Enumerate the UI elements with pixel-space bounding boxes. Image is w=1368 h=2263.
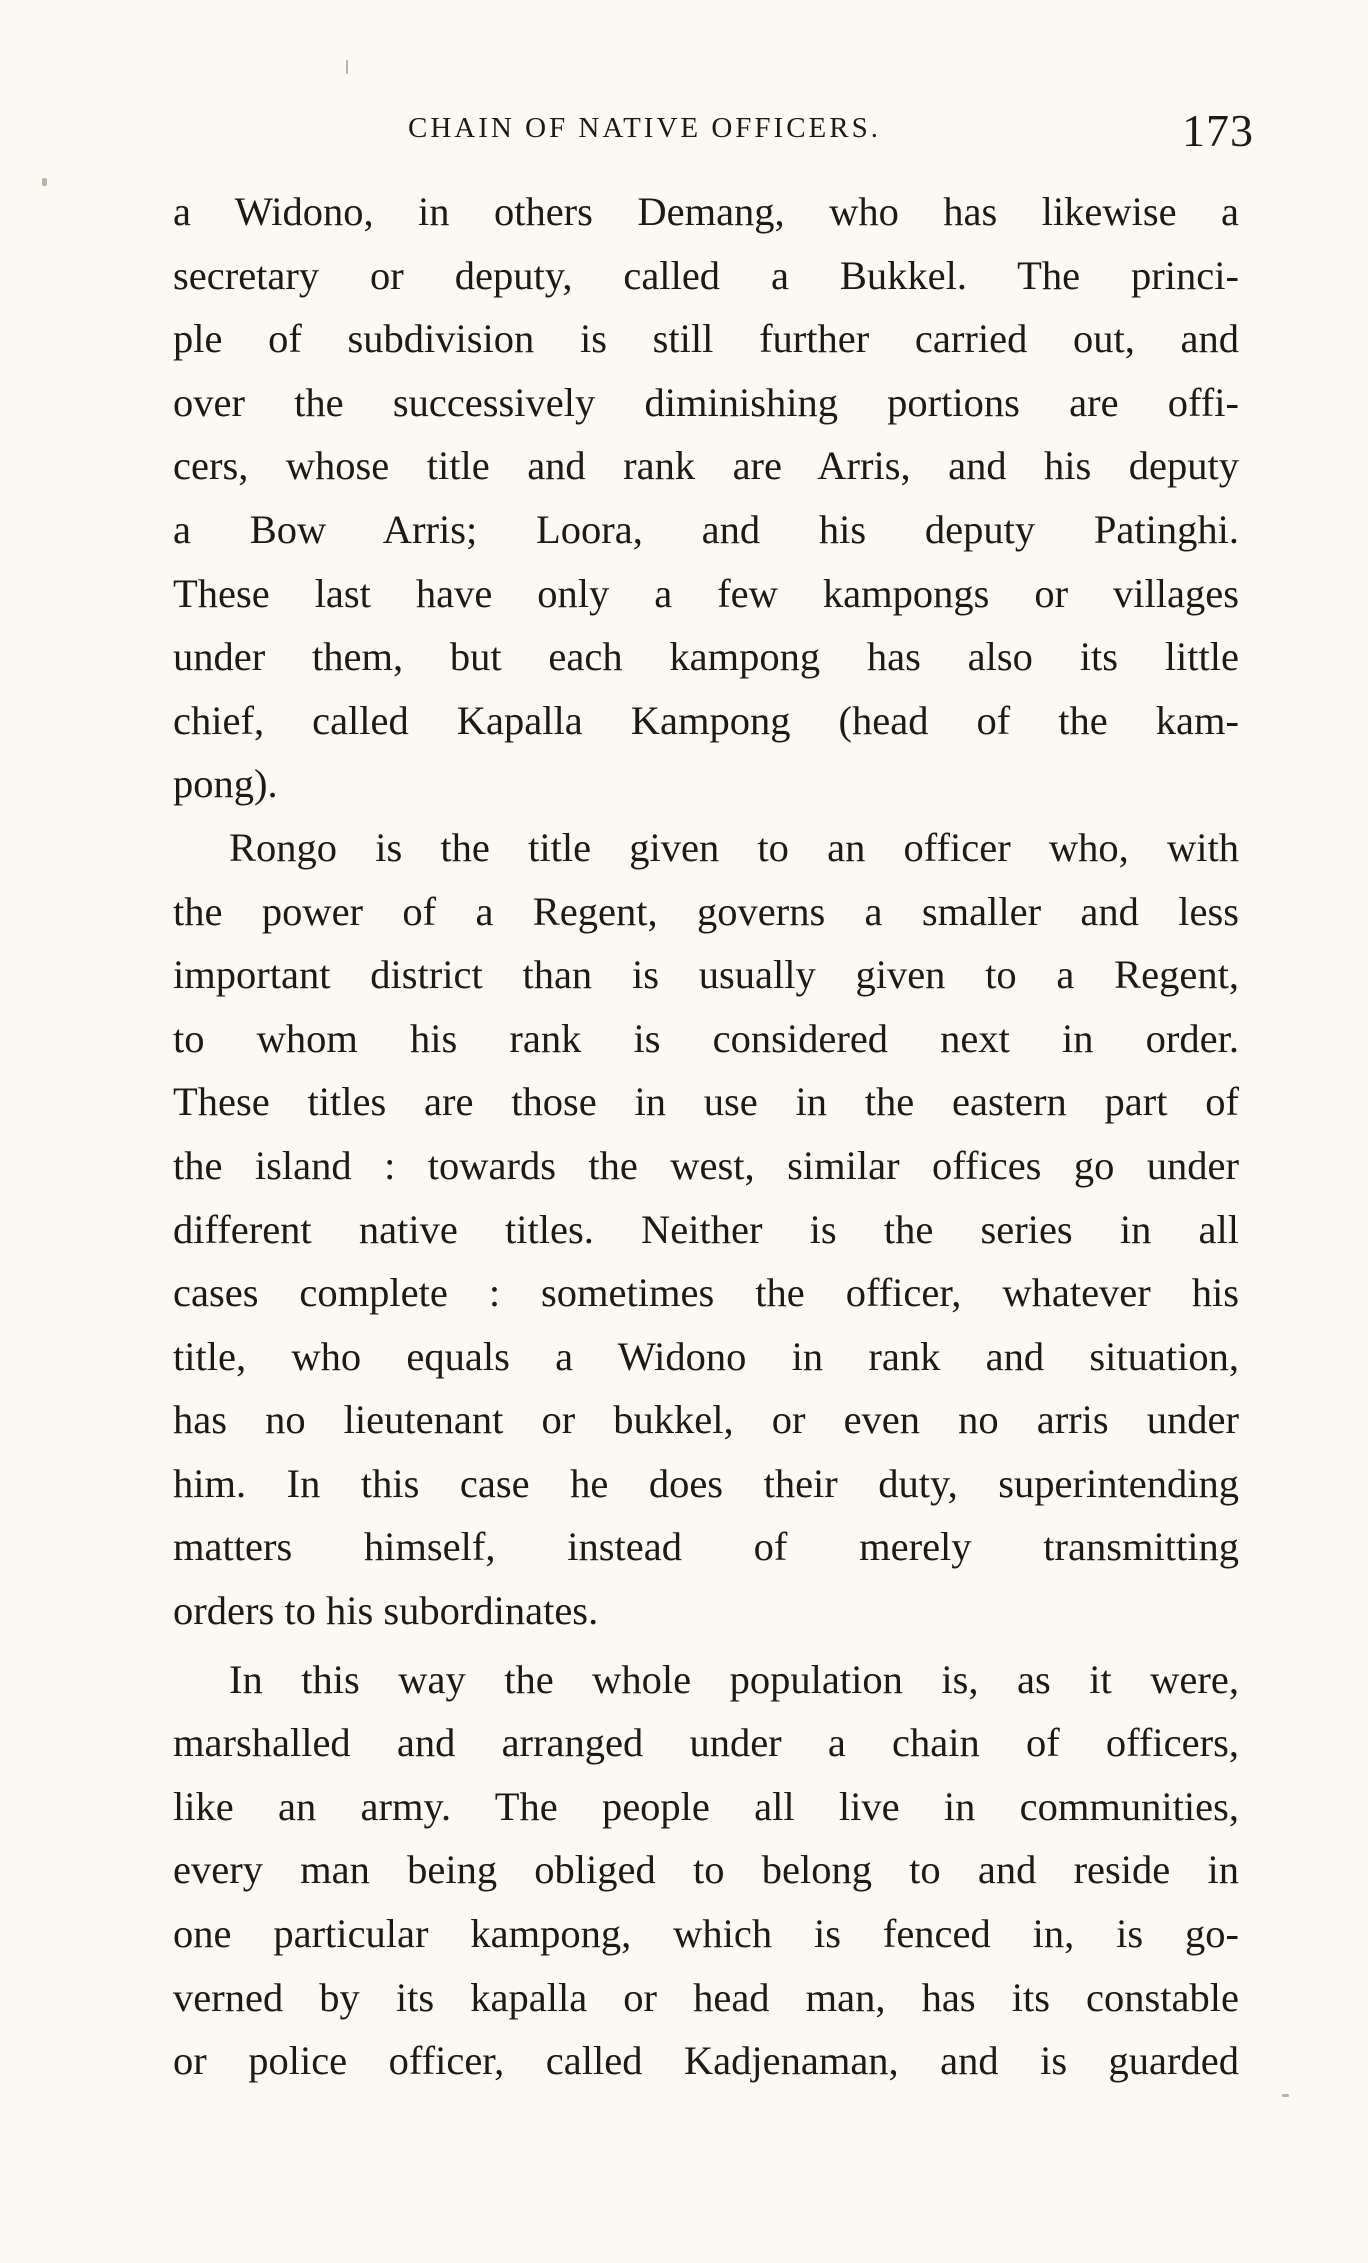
paragraph-first-line: Rongo is the title given to an officer who, with xyxy=(229,824,1239,870)
text-line: over the successively diminishing portions are offi- xyxy=(173,379,1239,425)
text-line: chief, called Kapalla Kampong (head of the kam- xyxy=(173,697,1239,743)
text-line: matters himself, instead of merely transmitting xyxy=(173,1524,1239,1570)
text-line: or police officer, called Kadjenaman, and is guarded xyxy=(173,2038,1239,2084)
text-line: him. In this case he does their duty, superintending xyxy=(173,1460,1239,1506)
page-number: 173 xyxy=(1182,105,1254,156)
paragraph-first-line: In this way the whole population is, as it were, xyxy=(229,1656,1239,1702)
text-line: the power of a Regent, governs a smaller and less xyxy=(173,888,1239,934)
text-line: a Bow Arris; Loora, and his deputy Patinghi. xyxy=(173,506,1239,552)
text-line: title, who equals a Widono in rank and situation, xyxy=(173,1333,1239,1379)
text-line: under them, but each kampong has also its little xyxy=(173,634,1239,680)
text-line: different native titles. Neither is the series in all xyxy=(173,1206,1239,1252)
text-line: cases complete : sometimes the officer, whatever his xyxy=(173,1270,1239,1316)
running-head: CHAIN OF NATIVE OFFICERS. xyxy=(408,112,881,144)
page-header xyxy=(170,105,1260,158)
text-line: one particular kampong, which is fenced in, is go- xyxy=(173,1911,1239,1957)
text-line: has no lieutenant or bukkel, or even no arris under xyxy=(173,1397,1239,1443)
body-text xyxy=(173,180,1239,2093)
text-line: a Widono, in others Demang, who has likewise a xyxy=(173,189,1239,234)
text-line: like an army. The people all live in communities, xyxy=(173,1783,1239,1829)
text-line: the island : towards the west, similar offices go under xyxy=(173,1142,1239,1188)
text-line: verned by its kapalla or head man, has its constable xyxy=(173,1974,1239,2020)
text-line: to whom his rank is considered next in order. xyxy=(173,1015,1239,1061)
text-line: every man being obliged to belong to and reside in xyxy=(173,1847,1239,1893)
text-line: These last have only a few kampongs or villages xyxy=(173,570,1239,616)
text-line: secretary or deputy, called a Bukkel. The princi- xyxy=(173,252,1239,298)
text-line: ple of subdivision is still further carried out, and xyxy=(173,316,1239,362)
text-line: pong). xyxy=(173,761,278,807)
paper-speck xyxy=(346,60,348,74)
text-line: These titles are those in use in the eastern part of xyxy=(173,1079,1239,1125)
paper-speck xyxy=(42,178,47,186)
text-line: orders to his subordinates. xyxy=(173,1588,599,1634)
text-line: cers, whose title and rank are Arris, and his deputy xyxy=(173,443,1239,489)
text-line: marshalled and arranged under a chain of officers, xyxy=(173,1720,1239,1766)
text-line: important district than is usually given to a Regent, xyxy=(173,952,1239,998)
paper-speck xyxy=(1282,2094,1289,2097)
